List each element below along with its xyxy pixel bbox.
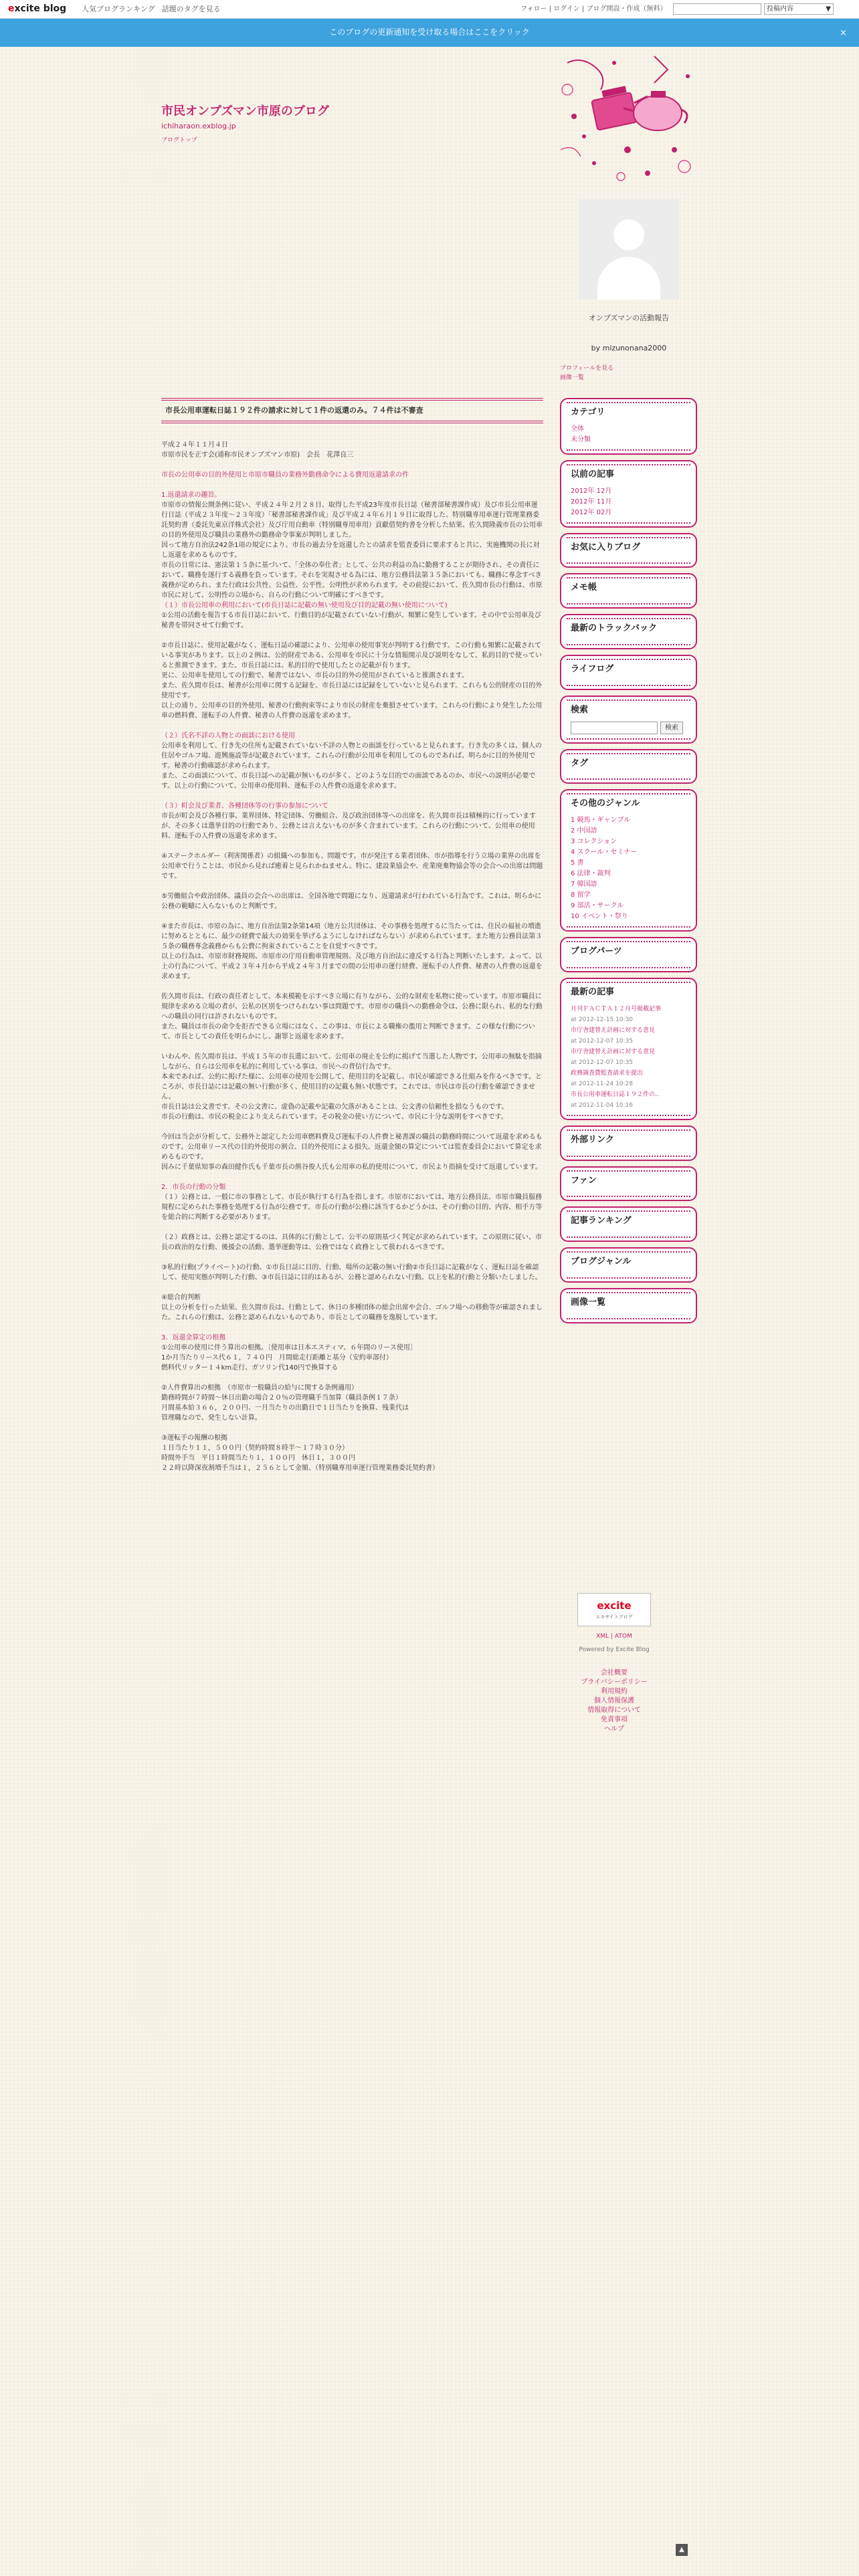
article-title: 市長公用車運転日誌１９２件の請求に対して１件の返還のみ。７４件は不審査	[161, 398, 543, 423]
image-list-heading: 画像一覧	[571, 1297, 606, 1307]
blog-parts-heading: ブログパーツ	[571, 946, 622, 957]
top-search-input[interactable]	[673, 3, 761, 15]
footer-link[interactable]: 免責事項	[601, 1716, 628, 1723]
category-all[interactable]: 全体	[571, 425, 584, 433]
lifelog-box	[560, 655, 697, 690]
excite-badge-logo: excite	[597, 1600, 632, 1612]
archive-link[interactable]: 2012年 12月	[571, 487, 612, 495]
search-heading: 検索	[571, 704, 589, 715]
footer-link[interactable]: 利用規約	[601, 1688, 628, 1695]
profile-avatar[interactable]	[579, 199, 679, 300]
memo-box	[560, 573, 697, 609]
avatar-body-shape	[597, 257, 660, 300]
avatar-head-shape	[613, 219, 644, 250]
external-links-box	[560, 1125, 697, 1161]
trackback-heading: 最新のトラックバック	[571, 623, 657, 634]
view-profile-link[interactable]: プロフィールを見る	[560, 365, 614, 372]
trackback-box	[560, 614, 697, 649]
lifelog-heading: ライフログ	[571, 663, 614, 674]
genre-link[interactable]: 5 書	[571, 859, 584, 867]
ranking-box	[560, 1206, 697, 1242]
blog-url[interactable]: ichiharaon.exblog.jp	[161, 122, 236, 130]
search-button[interactable]: 検索	[660, 722, 683, 734]
recent-posts-heading: 最新の記事	[571, 986, 615, 997]
blog-parts-box	[560, 937, 697, 972]
top-bar	[0, 0, 859, 19]
genre-link[interactable]: 9 部活・サークル	[571, 902, 624, 910]
blog-title[interactable]: 市民オンブズマン市原のブログ	[161, 104, 329, 118]
recent-post-date: at 2012-11-24 10:28	[571, 1080, 634, 1087]
archive-link[interactable]: 2012年 02月	[571, 508, 612, 516]
genre-link[interactable]: 1 競馬・ギャンブル	[571, 817, 631, 825]
update-notice-banner[interactable]	[0, 19, 859, 47]
memo-heading: メモ帳	[571, 582, 597, 593]
excite-badge-label: エキサイトブログ	[595, 1614, 633, 1620]
image-list-link[interactable]: 画像一覧	[560, 374, 585, 381]
genre-link[interactable]: 4 スクール・セミナー	[571, 849, 638, 857]
categories-heading: カテゴリ	[571, 407, 605, 417]
search-box	[560, 695, 697, 744]
recent-post-date: at 2012-11-04 10:16	[571, 1101, 634, 1109]
recent-post-link[interactable]: 月刊ＦＡＣＴＡ１２月号掲載記事	[571, 1005, 662, 1012]
profile-links	[560, 364, 613, 383]
genres-box	[560, 789, 697, 932]
sidebar	[560, 398, 697, 1329]
profile-name: オンブズマンの活動報告	[588, 314, 670, 322]
close-icon[interactable]: ×	[840, 28, 847, 38]
footer-links	[577, 1669, 651, 1734]
blog-genre-heading: ブログジャンル	[571, 1257, 632, 1267]
genre-link[interactable]: 10 イベント・祭り	[571, 913, 628, 921]
nav-tags[interactable]: 話題のタグを見る	[161, 4, 221, 13]
footer-link[interactable]: ヘルプ	[604, 1725, 624, 1733]
genre-link[interactable]: 3 コレクション	[571, 838, 617, 846]
genre-link[interactable]: 6 法律・裁判	[571, 870, 611, 878]
ranking-heading: 記事ランキング	[571, 1216, 632, 1226]
recent-post-link[interactable]: 市長公用車運転日誌１９２件の..	[571, 1091, 659, 1098]
recent-post-link[interactable]: 政務調査費監査請求を提出	[571, 1069, 644, 1077]
article-body: 平成２４年１１月４日 市原市民を正す会(通称市民オンブズマン市原) 会長 花澤良三 市長の公用車の目的外使用と市原市職員の業務外勤務命令による費用返還請求の件 1.返還請求の趣旨。 市原市の情報公開条例に従い、平成２４年２月２８日、取得した平成23年度市長日誌（秘書部秘書課作成）及び市長公用車運行日誌（平成２３年度～２３年度）「秘書部秘書課作成」及び平成２４年６月１９日に取得した、特別職専用車運行管理業務委託契約書（委託先東京洋株式会社）及び庁用自動車（特別職専用車用）貢獻借契約書を分析した結果、佐久間隆義市長の公用車の目的外使用及び職員の業務外の勤務命令事案が判明しました。 因って地方自治法242条1項の規定により、市長の過去分を返還したとの請求を監査委員に要求すると共に、実施機関の長に対し返還を求めるものです。 市長の日常には、憲法第１５条に基づいて、「全体の奉仕者」として、公共の利益の為に勤務することが期待され、その責任において、職務を遂行する義務を負っています。それを実現させる為には、地方公務員法第３５条においても、職務に専念すべき義務が定められ、また行政は公共性、公益性、公平性、公明性が求められます。その前提において、佐久間市長の行動は、市原市民に対して、公明性の立場から、自らの行動について明確にすべきです。 （１）市長公用車の利用において(市長日誌に記載の無い使用及び目的記載の無い使用について) ①公用の活動を報告する市長日誌において、行動目的が記載されていない行動が、頻繁に発生しています。その中で公用車及び秘書を帯同させて行動です。 ②市長日誌に、使用記載がなく、運転日誌の確認により、公用車の使用事実が判明する行動です。この行動も頻繁に記載されている事実があります。以上の２例は、公的財産である、公用車を市民に十分な情報開示及び説明をなして、私的目的で使っていると推測できます。また、市長日誌には、私的目的で使用したとの記載が有ります。 更に、公用車を使用しての行動で、秘書ではない、市長の目的外の使用がされていると推測されます。 また、佐久間市長は、秘書が公用車に関する記録を、市長日誌には記録をしていないと見られます。これらも公的財産の目的外使用です。 以上の通り、公用車の目的外使用、秘書の行動拘束等により市民の財産を棄損させています。これらの行動により発生した公用車の燃料費、運転手の人件費、秘書の人件費の返還を求めます。 （２）氏名不詳の人物との面談における使用 公用車を利用して、行き先の住所も記載されていない不詳の人物との面談を行っていると見られます。行き先の多くは、個人の住居やゴルフ場、遊興施設等が記載されています。これらの行動が公用車を利用してのものであれば、明らかに目的外使用です。秘書の行動確認が求められます。 また、この面談について、市長日誌への記載が無いものが多く、どのような目的での面談であるのか、市民への説明が必要です。以上の行動について、公用車の使用料、運転手の人件費の返還を求めます。 （３）町会及び業者、各種団体等の行事の参加について 市長が町会及び各種行事、業界団体、特定団体、労働組合、及び政治団体等への出席を、佐久間市長は積極的に行っていますが、その多くは選挙目的の行動であり、公務とは言えないものが多く含まれています。これらの行動について、公用車の使用料、運転手の人件費の返還を求めます。 ④ステークホルダー（利害関係者）の組織への参加も、問題です。市が発注する業者団体、市が指導を行う立場の業界の出席を公用車で行うことは、市民から見れば癒着と見られかねません。特に、建設業協会や、産業廃棄物協会等の会合への出席は問題です。 ⑤労働組合や政治団体、議員の会合への出席は、全国各地で問題になり、返還請求が行われている行為です。これは、明らかに公務の範疇に入らないものと判断です。 ④また市長は、市原の為に、地方自治法第2条第14項（地方公共団体は、その事務を処理するに当たっては、住民の福祉の増進に努めるとともに、最少の経費で最大の効果を挙げるようにしなければならない）が求められています。また地方公務員法第３５条の職務専念義務からも公費に拘束されていることを自覚すべきです。 以上の行為は、市原市財務規則、市原市の庁用自動車管理規則、及び地方自治法に違反する行為と判断いたします。よって、以上の行為について、平成２３年４月から平成２４年３月までの間の公用車の運行経費、運転手の人件費、秘書の人件費の返還を求めます。 佐久間市長は、行政の責任者として、本来模範を示すべき立場に有りながら、公的な財産を私物に使っています。市原市職員に規律を求める立場の者が、公私の区別をつけられない事は問題です。市原市の職員への勤務命令は、公務に限られ、私的な行動への職員の同行は許されないものです。 また、職員は市長の命令を拒否できる立場にはなく、この事は、市長による職権の濫用と判断できます。この様な行動について、市長としての責任を明らかにし、謝罪と返還を求めます。 いわんや、佐久間市長は、平成１５年の市長選において、公用車の廃止を公約に掲げて当選した人物です。公用車の無駄を指摘しながら、自らは公用車を私的に利用している事は、市民への背信行為です。 本来であれば、公約に掲げた様に、公用車の使用を公開して、使用目的を記載し、市民が確認できる仕組みを作るべきです。ところが、市長日誌には記載の無い行動が多く、使用目的の記載も無い状態です。これでは、市民は市長の行動を確認できません。 市長日誌は公文書です。その公文書に、虚偽の記載や記載の欠落があることは、公文書の信頼性を損なうものです。 市長の行動は、市民の税金により支えられています。その税金の使い方について、市民に十分な説明をすべきです。 今回は当会が分析して、公務外と認定した公用車燃料費及び運転手の人件費と秘書課の職員の勤務時間について返還を求めるものです。公用車リース代の目的外使用の割合、目的外使用による損失、返還金額の算定については監査委員会において算定を求めるものです。 因みに千葉県知事の森田健作氏も千葉市長の熊谷俊人氏も公用車の私的使用について、市民より指摘を受けて返還しています。 2．市長の行動の分類 （１）公務とは、一般に市の事務として、市長が執行する行為を指します。市原市においては、地方公務員法、市原市職員服務規程に定められた事務を処理する行為が公務です。市長の行動が公務に該当するかどうかは、その行動の目的、内容、相手方等を総合的に判断する必要があります。 （２）政務とは、公務と認定するのは、具体的に行動として、公平の原則基づく判定が求められています。この原則に従い、市長の政治的な行動、後援会の活動、選挙運動等は、公務ではなく政務として扱われるべきです。 ③私的行動(プライベート)の行動、①市長日誌に目的、行動、場所の記載の無い行動②市長日誌に記載がなく、運転日誌を確認して、使用実態が判明した行動、③市長日誌に目的はあるが、公務と認められない行動。以上を私的行動と分類いたしました。 ④総合的判断 以上の分析を行った結果、佐久間市長は、行動として、休日の多種団体の総会出席や会合、ゴルフ場への移動等が確認されました。これらの行動は、公務と認められないものであり、市長としての職務を逸脱しています。 3．返還金算定の根拠 ①公用車の使用に伴う算出の根拠。〔使用車は日本エスティマ、６年間のリース使用〕 1か月当たりリース代６１，７４０円 月間総走行距離と基分（安約車部付） 燃料代リッター１４km走行、ガソリン代140円で換算する ②人件費算出の根拠 （市原市一般職員の給与に関する条例適用） 勤務時間が７時間～休日出勤の場合２０％の管理職手当加算（職員条例１７条） 月間基本給３６６，２００円、一月当たりの出勤日で１日当たりを換算、残業代は 管理職なので、発生しない計算。 ③運転手の報酬の根拠 １日当たり１１，５００円（契約時間８時半～１７時３０分） 時間外手当 平日１時間当たり１，１００円 休日１，３００円 ２２時以降深夜割増手当は１，２５６として金額、（特別職専用車運行管理業務委託契約書）	[161, 441, 543, 1472]
article-heading: 市長の公用車の目的外使用と市原市職員の業務外勤務命令による費用返還請求の件	[161, 471, 409, 479]
footer-link[interactable]: 情報取得について	[587, 1707, 641, 1714]
categories-box	[560, 398, 697, 455]
nav-ranking[interactable]: 人気ブログランキング	[82, 4, 155, 13]
genre-link[interactable]: 8 留学	[571, 891, 591, 899]
recent-post-link[interactable]: 市庁舎建替え計画に対する意見	[571, 1048, 656, 1055]
blog-genre-box	[560, 1247, 697, 1283]
footer-link[interactable]: 個人情報保護	[594, 1697, 634, 1705]
powered-by: Powered by Excite Blog	[579, 1646, 650, 1653]
genres-heading: その他のジャンル	[571, 798, 640, 809]
notice-text: このブログの更新通知を受け取る場合はここをクリック	[329, 27, 530, 37]
genre-link[interactable]: 7 韓国語	[571, 881, 597, 889]
archives-heading: 以前の記事	[571, 469, 615, 479]
feed-links	[577, 1632, 651, 1641]
search-type-select[interactable]: 投稿内容 ▼	[764, 3, 834, 15]
footer-link[interactable]: 会社概要	[601, 1669, 628, 1677]
archive-link[interactable]: 2012年 11月	[571, 498, 612, 506]
page-top-button[interactable]: ▲	[676, 2544, 688, 2556]
recent-post-date: at 2012-12-15 10:30	[571, 1016, 634, 1023]
genre-link[interactable]: 2 中国語	[571, 827, 597, 835]
blog-top-link[interactable]: ブログトップ	[161, 137, 197, 144]
tag-heading: タグ	[571, 758, 589, 768]
recent-post-date: at 2012-12-07 10:35	[571, 1059, 634, 1066]
blog-search-input[interactable]	[571, 722, 658, 734]
tag-box	[560, 749, 697, 784]
footer-link[interactable]: プライバシーポリシー	[581, 1679, 648, 1686]
top-nav	[82, 3, 221, 15]
excite-blog-logo[interactable]: excite blog	[8, 3, 67, 15]
favorite-blogs-heading: お気に入りブログ	[571, 542, 641, 552]
profile-author: by mizunonana2000	[591, 344, 667, 352]
fans-box	[560, 1166, 697, 1202]
external-links-heading: 外部リンク	[571, 1134, 614, 1145]
archives-box	[560, 460, 697, 528]
excite-badge[interactable]	[577, 1593, 651, 1626]
account-links[interactable]: フォロー | ログイン | ブログ開設・作成（無料）	[520, 5, 667, 13]
recent-post-link[interactable]: 市庁舎建替え計画に対する意見	[571, 1027, 656, 1034]
category-uncategorized[interactable]: 未分類	[571, 435, 591, 443]
header-decoration-illustration	[554, 49, 701, 187]
chevron-down-icon: ▼	[826, 5, 831, 13]
favorite-blogs-box	[560, 533, 697, 568]
xml-atom-link[interactable]: XML | ATOM	[596, 1633, 632, 1640]
article	[161, 398, 543, 1483]
image-list-box	[560, 1288, 697, 1323]
fans-heading: ファン	[571, 1175, 597, 1186]
recent-post-date: at 2012-12-07 10:35	[571, 1037, 634, 1045]
recent-posts-box	[560, 978, 697, 1120]
